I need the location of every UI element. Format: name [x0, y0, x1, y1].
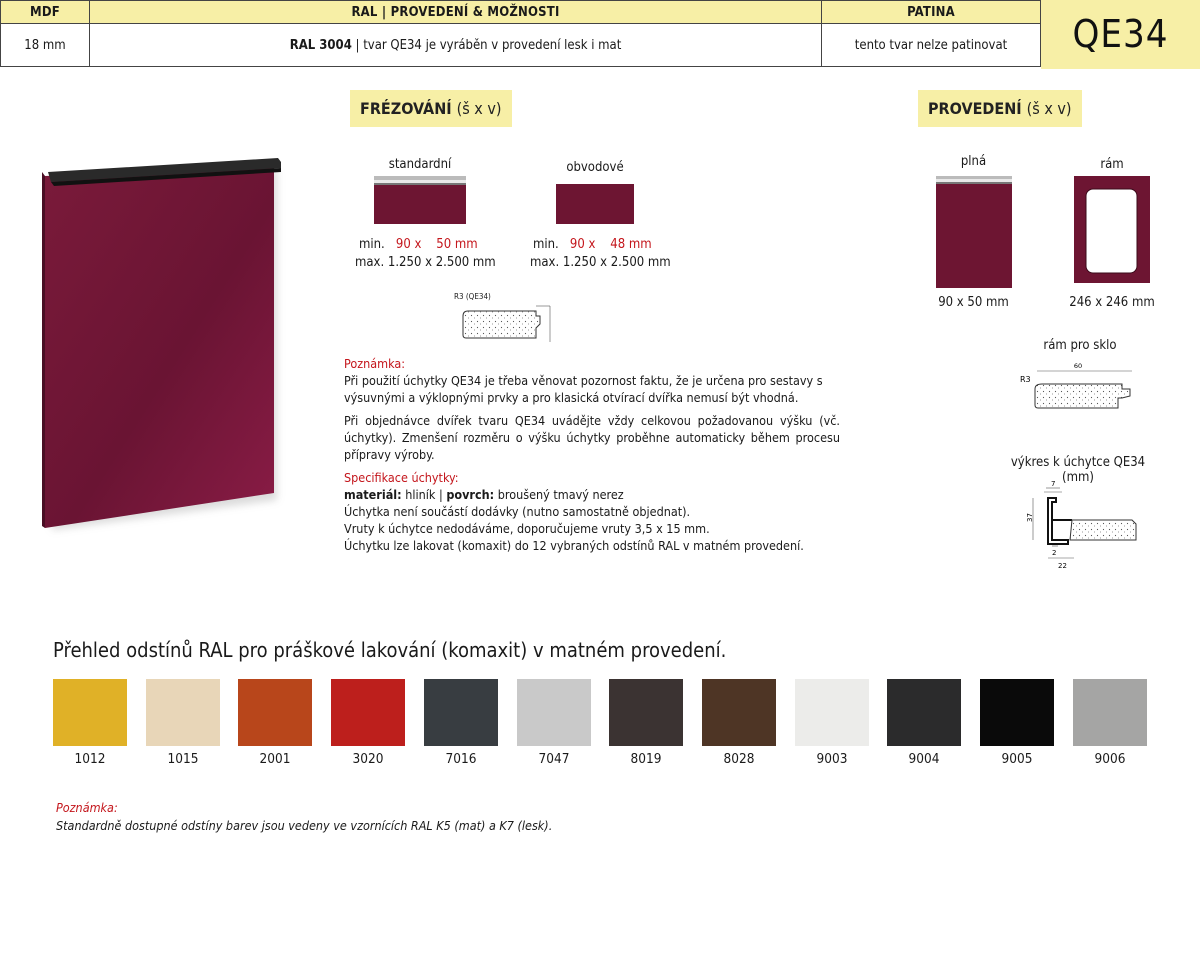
- ram-pro-sklo-drawing: [1018, 360, 1138, 414]
- ral-color-chip: [702, 679, 776, 746]
- note-p1: Při použití úchytky QE34 je třeba věnovat pozornost faktu, že je určena pro sestavy s výsuvnými a výklopnými prvky a pro klasická otvírací dvířka nemusí být vhodná.: [344, 373, 823, 405]
- dim-2: 2: [1052, 549, 1057, 557]
- door-illustration: [42, 150, 292, 540]
- standard-min-w: 90 x: [395, 237, 422, 252]
- note-head: Poznámka:: [344, 356, 406, 371]
- ral-color-chip: [238, 679, 312, 746]
- ral-code-label: 8028: [723, 751, 755, 767]
- obvodove-label: obvodové: [566, 160, 624, 175]
- ral-swatch-9005: [980, 679, 1054, 767]
- obvodove-min-h: 48 mm: [610, 237, 652, 252]
- ral-code-label: 3020: [352, 751, 384, 767]
- ral-code-label: 8019: [630, 751, 662, 767]
- frezovani-title-text: FRÉZOVÁNÍ: [360, 99, 452, 118]
- ral-code-label: 2001: [259, 751, 291, 767]
- ram-sklo-r: R3: [1020, 375, 1031, 384]
- ral-code-label: 7047: [538, 751, 570, 767]
- header-ral-value: [90, 24, 822, 67]
- ral-swatch-9004: [887, 679, 961, 767]
- ral-color-chip: [887, 679, 961, 746]
- notes-block: [344, 355, 840, 554]
- ral-code-label: 1015: [167, 751, 199, 767]
- provedeni-title: [918, 90, 1082, 127]
- ral-code-label: 7016: [445, 751, 477, 767]
- obvodove-min-label: min.: [533, 237, 559, 252]
- frezovani-title-suffix: (š x v): [456, 99, 502, 118]
- spec-material-line: [344, 486, 840, 503]
- spec-header: [0, 0, 1040, 68]
- ral-swatch-row: [53, 679, 1153, 769]
- ram-swatch: [1074, 176, 1150, 283]
- standard-min: [359, 237, 478, 252]
- ral-swatch-7047: [517, 679, 591, 767]
- dim-37: 37: [1026, 513, 1034, 522]
- plna-label: plná: [960, 154, 987, 169]
- ral-swatch-9006: [1073, 679, 1147, 767]
- ral-color-chip: [980, 679, 1054, 746]
- standard-min-label: min.: [359, 237, 385, 252]
- standard-min-h: 50 mm: [436, 237, 478, 252]
- ral-swatch-3020: [331, 679, 405, 767]
- obvodove-min-w: 90 x: [569, 237, 596, 252]
- ral-code-label: 1012: [74, 751, 106, 767]
- bottom-note-head: Poznámka:: [56, 800, 118, 815]
- ral-code-label: 9005: [1001, 751, 1033, 767]
- spec-material-value: hliník |: [401, 487, 447, 502]
- product-code: QE34: [1041, 0, 1200, 69]
- spec-line-3: Vruty k úchytce nedodáváme, doporučujeme vruty 3,5 x 15 mm.: [344, 521, 710, 536]
- ral-swatch-1015: [146, 679, 220, 767]
- header-patina-value: tento tvar nelze patinovat: [822, 24, 1041, 67]
- spec-surface-label: povrch:: [446, 487, 495, 502]
- ral-swatch-9003: [795, 679, 869, 767]
- frezovani-title: [350, 90, 512, 127]
- bottom-note-text: Standardně dostupné odstíny barev jsou vedeny ve vzornících RAL K5 (mat) a K7 (lesk).: [56, 818, 553, 833]
- standard-label: standardní: [388, 157, 452, 172]
- note-p2: Při objednávce dvířek tvaru QE34 uvádějte vždy celkovou požadovanou výšku (vč. úchytky). Zmenšení rozměru o výšku úchytky proběhne automaticky během procesu přípravy výroby.: [344, 413, 840, 462]
- obvodove-swatch: [556, 184, 634, 224]
- dim-22: 22: [1058, 562, 1067, 570]
- bottom-note: [56, 799, 552, 835]
- ral-swatch-2001: [238, 679, 312, 767]
- spec-line-2: Úchytka není součástí dodávky (nutno samostatně objednat).: [344, 504, 691, 519]
- profile-drawing: [458, 302, 554, 344]
- ral-description: | tvar QE34 je vyráběn v provedení lesk i mat: [351, 37, 622, 53]
- header-ral-label: RAL | PROVEDENÍ & MOŽNOSTI: [90, 1, 822, 24]
- ram-sklo-width: 60: [1073, 362, 1083, 370]
- standard-swatch: [374, 176, 466, 224]
- ral-code-label: 9004: [908, 751, 940, 767]
- provedeni-title-suffix: (š x v): [1026, 99, 1072, 118]
- ral-overview-title: Přehled odstínů RAL pro práškové lakování (komaxit) v matném provedení.: [53, 638, 727, 662]
- ral-color-chip: [331, 679, 405, 746]
- header-patina-label: PATINA: [822, 1, 1041, 24]
- provedeni-title-text: PROVEDENÍ: [928, 99, 1022, 118]
- ral-swatch-8019: [609, 679, 683, 767]
- spec-material-label: materiál:: [344, 487, 402, 502]
- header-mdf-label: MDF: [1, 1, 90, 24]
- obvodove-max: max. 1.250 x 2.500 mm: [530, 255, 671, 270]
- ram-pro-sklo-label: rám pro sklo: [1043, 338, 1117, 353]
- plna-swatch: [936, 176, 1012, 288]
- ral-swatch-1012: [53, 679, 127, 767]
- header-mdf-value: 18 mm: [1, 24, 90, 67]
- ral-color-chip: [424, 679, 498, 746]
- ral-color-chip: [795, 679, 869, 746]
- ral-color-chip: [609, 679, 683, 746]
- door-image: [42, 150, 292, 540]
- vykres-label: výkres k úchytce QE34 (mm): [1010, 455, 1146, 485]
- ral-color-chip: [517, 679, 591, 746]
- obvodove-min: [533, 237, 652, 252]
- ral-color-chip: [1073, 679, 1147, 746]
- spec-surface-value: broušený tmavý nerez: [494, 487, 624, 502]
- ram-dims: 246 x 246 mm: [1069, 295, 1155, 310]
- ral-color-chip: [146, 679, 220, 746]
- profile-label: R3 (QE34): [454, 292, 491, 301]
- plna-dims: 90 x 50 mm: [938, 295, 1009, 310]
- spec-line-4: Úchytku lze lakovat (komaxit) do 12 vybraných odstínů RAL v matném provedení.: [344, 538, 804, 553]
- ral-code: RAL 3004: [289, 37, 352, 53]
- ral-code-label: 9003: [816, 751, 848, 767]
- standard-max: max. 1.250 x 2.500 mm: [355, 255, 496, 270]
- dim-7: 7: [1051, 480, 1056, 488]
- ram-label: rám: [1100, 157, 1124, 172]
- ral-swatch-7016: [424, 679, 498, 767]
- ral-swatch-8028: [702, 679, 776, 767]
- spec-head: Specifikace úchytky:: [344, 470, 459, 485]
- ral-color-chip: [53, 679, 127, 746]
- ral-code-label: 9006: [1094, 751, 1126, 767]
- vykres-drawing: [1018, 480, 1144, 572]
